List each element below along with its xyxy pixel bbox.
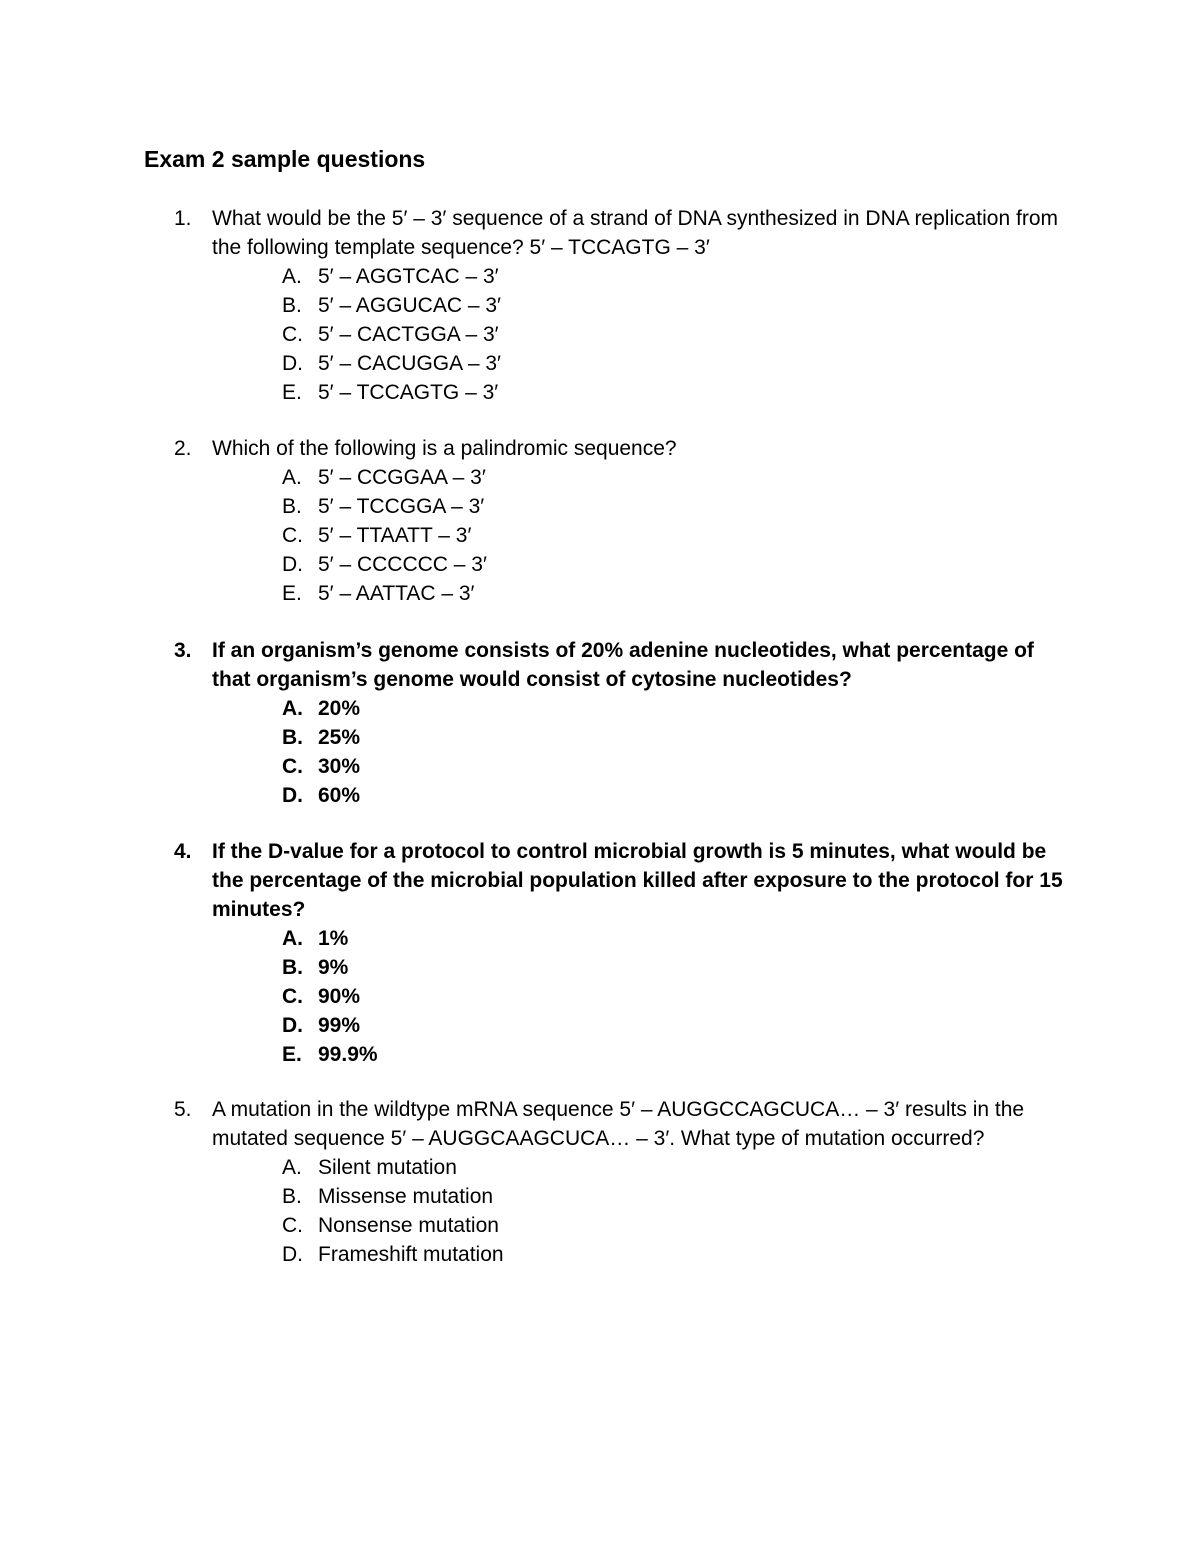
answer-option bbox=[0, 924, 1200, 953]
question-number: 2. bbox=[174, 437, 192, 460]
option-letter: C. bbox=[282, 1214, 303, 1237]
option-letter: A. bbox=[282, 697, 303, 720]
answer-option bbox=[0, 694, 1200, 723]
answer-option bbox=[0, 579, 1200, 608]
option-text: 30% bbox=[318, 755, 361, 778]
question-text: If the D-value for a protocol to control microbial growth is 5 minutes, what would be the percentage of the microbial population killed after exposure to the protocol for 15 minutes? bbox=[212, 840, 1063, 921]
option-letter: A. bbox=[282, 265, 302, 288]
option-letter: C. bbox=[282, 755, 303, 778]
option-letter: E. bbox=[282, 381, 302, 404]
option-text: 5′ – CACTGGA – 3′ bbox=[318, 323, 499, 346]
question-text: If an organism’s genome consists of 20% adenine nucleotides, what percentage of that organism’s genome would consist of cytosine nucleotides? bbox=[212, 639, 1034, 691]
option-text: 25% bbox=[318, 726, 361, 749]
option-letter: C. bbox=[282, 985, 303, 1008]
answer-option bbox=[0, 953, 1200, 982]
answer-option bbox=[0, 752, 1200, 781]
option-letter: D. bbox=[282, 784, 303, 807]
answer-options bbox=[0, 262, 1200, 407]
option-text: 5′ – AGGTCAC – 3′ bbox=[318, 265, 499, 288]
option-text: Silent mutation bbox=[318, 1156, 457, 1179]
answer-option bbox=[0, 262, 1200, 291]
option-text: Frameshift mutation bbox=[318, 1243, 504, 1266]
option-text: 99% bbox=[318, 1014, 361, 1037]
option-text: 5′ – AATTAC – 3′ bbox=[318, 582, 475, 605]
question-number: 4. bbox=[174, 840, 192, 863]
question-text: Which of the following is a palindromic sequence? bbox=[212, 437, 677, 460]
answer-option bbox=[0, 1211, 1200, 1240]
answer-option bbox=[0, 492, 1200, 521]
answer-option bbox=[0, 1011, 1200, 1040]
option-text: Missense mutation bbox=[318, 1185, 494, 1208]
option-text: 5′ – TTAATT – 3′ bbox=[318, 524, 472, 547]
option-text: 9% bbox=[318, 956, 349, 979]
option-letter: D. bbox=[282, 352, 303, 375]
answer-option bbox=[0, 781, 1200, 810]
answer-option bbox=[0, 1240, 1200, 1269]
answer-option bbox=[0, 378, 1200, 407]
page-title: Exam 2 sample questions bbox=[144, 146, 426, 172]
question-number: 3. bbox=[174, 639, 192, 662]
option-letter: A. bbox=[282, 927, 303, 950]
option-text: 5′ – TCCAGTG – 3′ bbox=[318, 381, 499, 404]
option-letter: C. bbox=[282, 524, 303, 547]
option-text: 5′ – AGGUCAC – 3′ bbox=[318, 294, 501, 317]
answer-option bbox=[0, 1040, 1200, 1069]
answer-option bbox=[0, 463, 1200, 492]
option-text: 5′ – CCCCCC – 3′ bbox=[318, 553, 487, 576]
option-letter: D. bbox=[282, 1243, 303, 1266]
option-letter: E. bbox=[282, 1043, 302, 1066]
option-letter: A. bbox=[282, 466, 302, 489]
answer-option bbox=[0, 1182, 1200, 1211]
option-text: 20% bbox=[318, 697, 361, 720]
question-number: 5. bbox=[174, 1098, 192, 1121]
answer-option bbox=[0, 291, 1200, 320]
answer-option bbox=[0, 1153, 1200, 1182]
answer-options bbox=[0, 1153, 1200, 1269]
option-text: 60% bbox=[318, 784, 361, 807]
question-text: What would be the 5′ – 3′ sequence of a strand of DNA synthesized in DNA replication from the following template sequence? 5′ – TCCAGTG – 3′ bbox=[212, 207, 1058, 259]
option-letter: D. bbox=[282, 553, 303, 576]
answer-option bbox=[0, 723, 1200, 752]
answer-options bbox=[0, 924, 1200, 1069]
answer-option bbox=[0, 320, 1200, 349]
option-letter: B. bbox=[282, 956, 303, 979]
option-text: 5′ – CCGGAA – 3′ bbox=[318, 466, 486, 489]
answer-option bbox=[0, 982, 1200, 1011]
option-letter: A. bbox=[282, 1156, 302, 1179]
option-letter: B. bbox=[282, 294, 302, 317]
question-text: A mutation in the wildtype mRNA sequence 5′ – AUGGCCAGCUCA… – 3′ results in the mutated sequence 5′ – AUGGCAAGCUCA… – 3′. What type of mutation occurred? bbox=[212, 1098, 1025, 1150]
answer-option bbox=[0, 349, 1200, 378]
question-number: 1. bbox=[174, 207, 192, 230]
option-letter: B. bbox=[282, 495, 302, 518]
answer-option bbox=[0, 550, 1200, 579]
answer-options bbox=[0, 463, 1200, 608]
option-text: 1% bbox=[318, 927, 349, 950]
option-letter: E. bbox=[282, 582, 302, 605]
option-text: Nonsense mutation bbox=[318, 1214, 499, 1237]
option-letter: D. bbox=[282, 1014, 303, 1037]
option-letter: B. bbox=[282, 726, 303, 749]
option-text: 5′ – TCCGGA – 3′ bbox=[318, 495, 485, 518]
option-text: 99.9% bbox=[318, 1043, 378, 1066]
option-letter: C. bbox=[282, 323, 303, 346]
answer-options bbox=[0, 694, 1200, 810]
answer-option bbox=[0, 521, 1200, 550]
option-text: 5′ – CACUGGA – 3′ bbox=[318, 352, 501, 375]
option-letter: B. bbox=[282, 1185, 302, 1208]
option-text: 90% bbox=[318, 985, 361, 1008]
